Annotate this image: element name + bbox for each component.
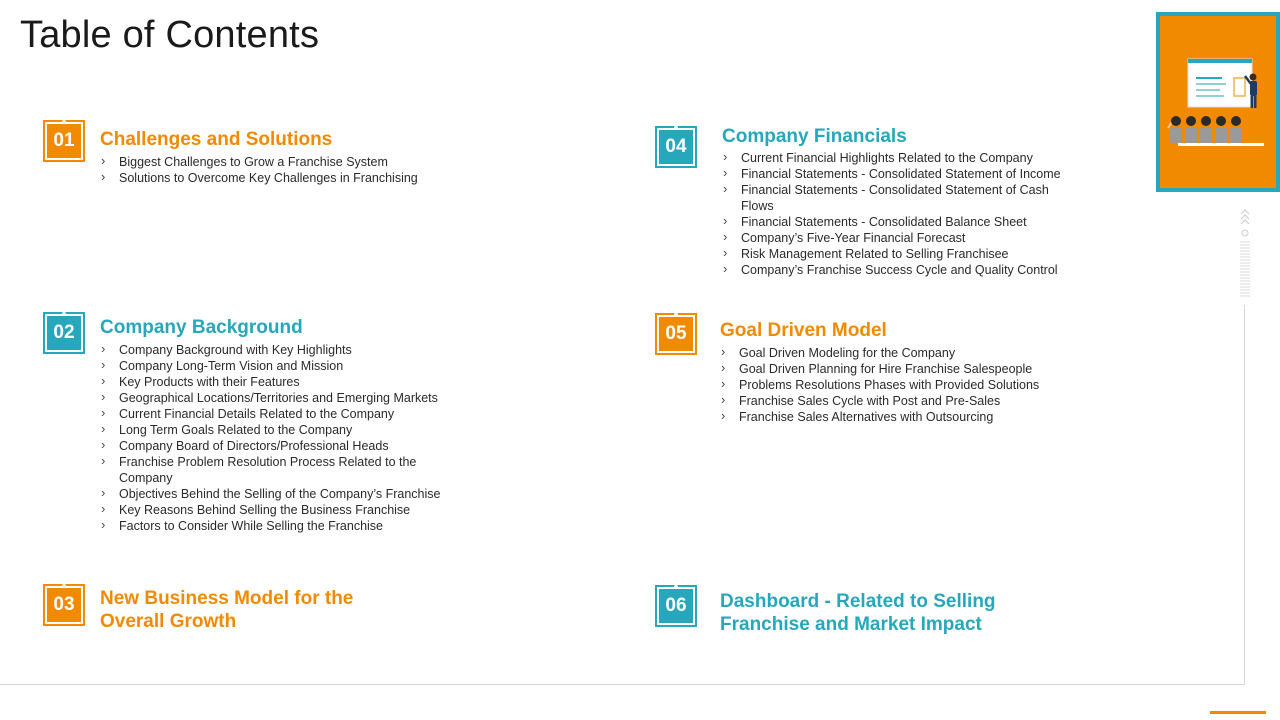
section-title: Dashboard - Related to Selling Franchise and Market Impact — [720, 591, 996, 635]
pin-icon — [62, 120, 66, 124]
horizontal-divider — [0, 684, 1245, 685]
section-number: 02 — [47, 316, 81, 350]
presentation-illustration — [1156, 12, 1280, 192]
list-item: › Financial Statements - Consolidated Statement of Cash Flows — [722, 182, 1071, 214]
list-item: › Franchise Sales Alternatives with Outsourcing — [720, 409, 1080, 425]
section-title: Company Background — [100, 317, 303, 338]
list-item: › Company’s Five-Year Financial Forecast — [722, 230, 1082, 246]
section-number-badge — [43, 312, 85, 354]
section-number-badge — [655, 585, 697, 627]
pin-icon — [674, 585, 678, 589]
list-item: › Long Term Goals Related to the Company — [100, 422, 470, 438]
scroll-indicator — [1237, 208, 1253, 300]
section-item-list — [100, 154, 460, 186]
section-item-list — [100, 342, 470, 534]
list-item: › Franchise Problem Resolution Process Related to the Company — [100, 454, 439, 486]
list-item: › Goal Driven Modeling for the Company — [720, 345, 1080, 361]
vertical-divider — [1244, 305, 1245, 685]
list-item: › Company Long-Term Vision and Mission — [100, 358, 470, 374]
section-title: Company Financials — [722, 126, 907, 147]
list-item: › Franchise Sales Cycle with Post and Pre-Sales — [720, 393, 1080, 409]
list-item: › Key Reasons Behind Selling the Business Franchise — [100, 502, 470, 518]
section-number: 01 — [47, 124, 81, 158]
pin-icon — [674, 313, 678, 317]
double-chevron-up-icon — [1237, 208, 1253, 300]
list-item: › Geographical Locations/Territories and Emerging Markets — [100, 390, 470, 406]
section-number: 04 — [659, 130, 693, 164]
list-item: › Financial Statements - Consolidated Statement of Income — [722, 166, 1082, 182]
section-number-badge — [43, 584, 85, 626]
section-number: 05 — [659, 317, 693, 351]
section-number: 06 — [659, 589, 693, 623]
list-item: › Biggest Challenges to Grow a Franchise System — [100, 154, 460, 170]
list-item: › Company Board of Directors/Professional Heads — [100, 438, 470, 454]
list-item: › Solutions to Overcome Key Challenges in Franchising — [100, 170, 460, 186]
accent-bar — [1210, 711, 1266, 714]
presenter-audience-icon — [1160, 16, 1276, 188]
pin-icon — [62, 312, 66, 316]
list-item: › Key Products with their Features — [100, 374, 470, 390]
list-item: › Company Background with Key Highlights — [100, 342, 470, 358]
pin-icon — [674, 126, 678, 130]
pin-icon — [62, 584, 66, 588]
list-item: › Company’s Franchise Success Cycle and Quality Control — [722, 262, 1082, 278]
list-item: › Goal Driven Planning for Hire Franchise Salespeople — [720, 361, 1080, 377]
list-item: › Problems Resolutions Phases with Provided Solutions — [720, 377, 1080, 393]
section-number-badge — [43, 120, 85, 162]
list-item: › Financial Statements - Consolidated Balance Sheet — [722, 214, 1082, 230]
list-item: › Current Financial Details Related to the Company — [100, 406, 470, 422]
list-item: › Risk Management Related to Selling Franchisee — [722, 246, 1082, 262]
page-title: Table of Contents — [20, 14, 320, 56]
list-item: › Factors to Consider While Selling the Franchise — [100, 518, 470, 534]
section-number-badge — [655, 313, 697, 355]
section-item-list — [722, 150, 1082, 278]
list-item: › Objectives Behind the Selling of the Company’s Franchise — [100, 486, 470, 502]
section-title: Goal Driven Model — [720, 320, 887, 341]
section-title: Challenges and Solutions — [100, 129, 333, 150]
section-item-list — [720, 345, 1080, 425]
list-item: › Current Financial Highlights Related to the Company — [722, 150, 1082, 166]
section-title: New Business Model for the Overall Growth — [100, 588, 354, 632]
section-number: 03 — [47, 588, 81, 622]
section-number-badge — [655, 126, 697, 168]
